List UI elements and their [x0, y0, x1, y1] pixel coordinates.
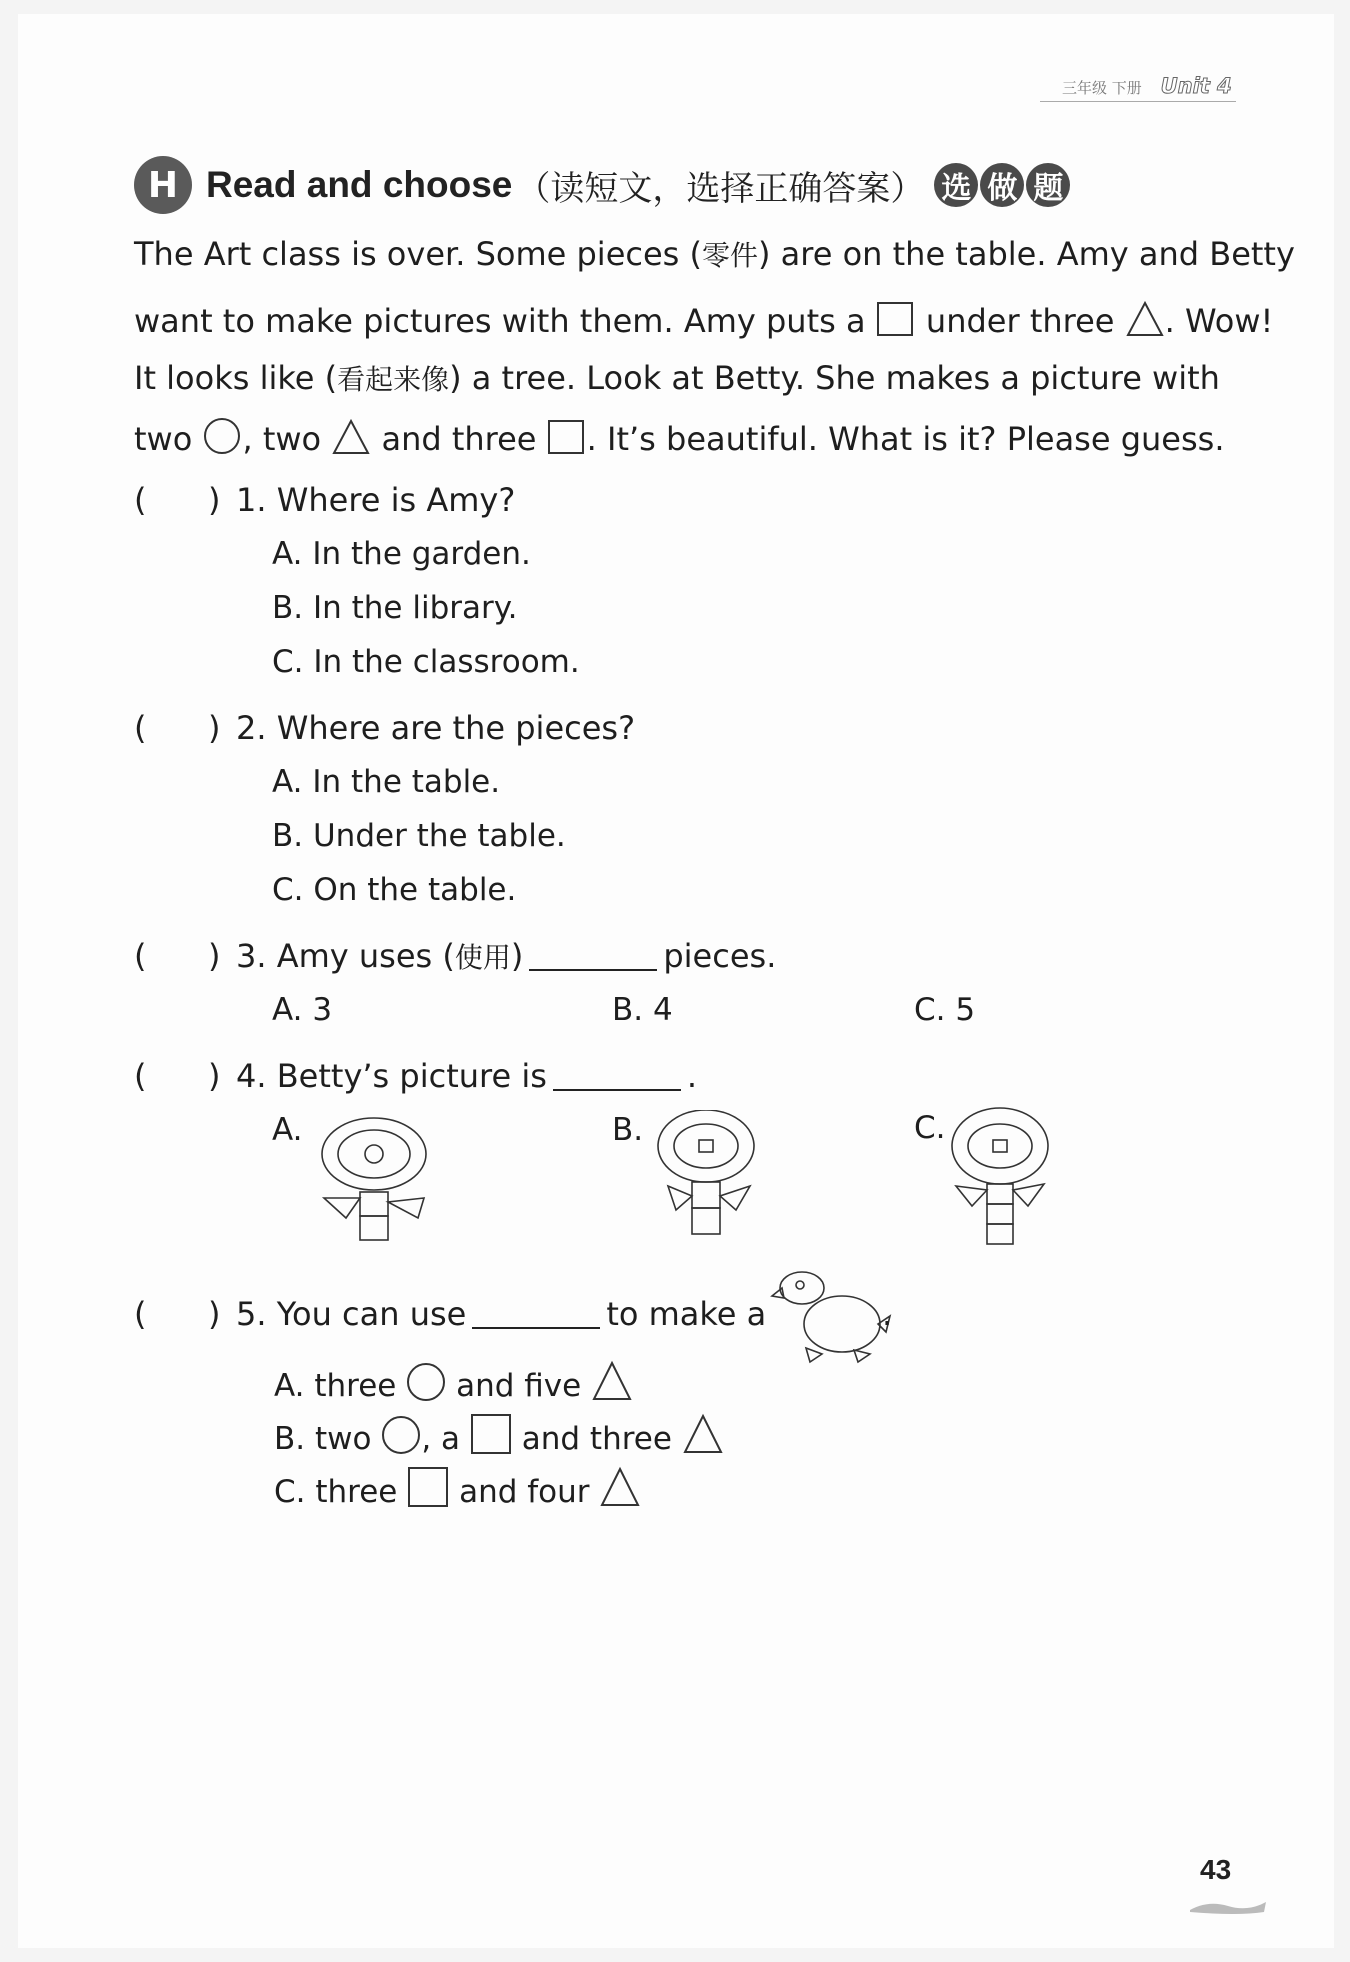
circle-icon	[202, 416, 242, 456]
flower-picture-c	[948, 1106, 1052, 1248]
option-text: , a	[421, 1421, 461, 1457]
question-text: )	[510, 937, 524, 975]
question-1: 1. Where is Amy?	[236, 481, 516, 519]
question-2: 2. Where are the pieces?	[236, 709, 636, 747]
q2-option-c: C. On the table.	[272, 872, 517, 908]
question-text: .	[686, 1057, 698, 1095]
q3-option-b: B. 4	[612, 992, 673, 1028]
option-text: A. three	[274, 1368, 397, 1404]
q4-option-c: C.	[914, 1110, 946, 1146]
passage-text: ) a tree. Look at Betty. She makes a picture with	[449, 359, 1220, 397]
passage-line-2	[134, 300, 1273, 341]
triangle-icon	[599, 1466, 641, 1508]
question-text: 3. Amy uses (	[236, 937, 455, 975]
question-text: to make a	[606, 1295, 767, 1333]
optional-badge-1: 选	[934, 163, 978, 207]
passage-text: It looks like (	[134, 359, 338, 397]
section-title-chinese: （读短文，选择正确答案）	[516, 168, 925, 209]
circle-icon	[406, 1362, 446, 1402]
fill-blank[interactable]	[472, 1297, 600, 1329]
square-icon	[547, 418, 587, 456]
flower-picture-b	[654, 1110, 758, 1240]
fill-blank[interactable]	[553, 1059, 681, 1091]
option-text: and three	[521, 1421, 672, 1457]
unit-label: Unit 4	[1160, 74, 1232, 98]
passage-line-3	[134, 358, 1220, 400]
section-letter-badge: H	[134, 156, 192, 214]
answer-blank-3[interactable]: ( )	[134, 937, 221, 975]
answer-blank-4[interactable]: ( )	[134, 1057, 221, 1095]
triangle-icon	[591, 1360, 633, 1402]
page-number: 43	[1200, 1854, 1232, 1885]
triangle-icon	[331, 418, 371, 456]
passage-chinese-gloss: 看起来像	[337, 363, 450, 396]
option-text: C. three	[274, 1474, 398, 1510]
question-text: 5. You can use	[236, 1295, 467, 1333]
passage-text: . Wow!	[1164, 302, 1274, 340]
q1-option-b: B. In the library.	[272, 590, 518, 626]
q1-option-c: C. In the classroom.	[272, 644, 580, 680]
flower-picture-a	[316, 1114, 432, 1242]
question-text: pieces.	[663, 937, 777, 975]
duck-period: .	[882, 1295, 893, 1333]
triangle-icon	[1125, 300, 1165, 338]
triangle-icon	[682, 1413, 724, 1455]
answer-blank-2[interactable]: ( )	[134, 709, 221, 747]
answer-blank-1[interactable]: ( )	[134, 481, 221, 519]
passage-text: and three	[381, 420, 537, 458]
q3-option-a: A. 3	[272, 992, 333, 1028]
q2-option-b: B. Under the table.	[272, 818, 566, 854]
q4-option-a: A.	[272, 1112, 303, 1148]
optional-badge-2: 做	[980, 163, 1024, 207]
square-icon	[407, 1466, 449, 1508]
q1-option-a: A. In the garden.	[272, 536, 531, 572]
page-decoration	[1188, 1896, 1268, 1916]
q3-option-c: C. 5	[914, 992, 976, 1028]
passage-text: , two	[242, 420, 322, 458]
section-title	[134, 156, 1070, 214]
section-title-english: Read and choose	[206, 164, 513, 205]
passage-text: The Art class is over. Some pieces (	[134, 235, 702, 273]
running-header	[1040, 74, 1236, 102]
question-text: 4. Betty’s picture is	[236, 1057, 547, 1095]
passage-text: under three	[925, 302, 1115, 340]
option-text: B. two	[274, 1421, 372, 1457]
q4-option-b: B.	[612, 1112, 644, 1148]
answer-blank-5[interactable]: ( )	[134, 1295, 221, 1333]
question-5	[236, 1294, 766, 1334]
question-4	[236, 1056, 697, 1096]
passage-line-4	[134, 416, 1225, 459]
question-chinese-gloss: 使用	[454, 941, 511, 974]
q2-option-a: A. In the table.	[272, 764, 501, 800]
passage-line-1	[134, 234, 1295, 276]
square-icon	[470, 1413, 512, 1455]
q5-option-a	[274, 1360, 633, 1406]
optional-badges	[932, 163, 1070, 207]
square-icon	[876, 300, 916, 338]
passage-text: two	[134, 420, 193, 458]
optional-badge-3: 题	[1026, 163, 1070, 207]
passage-text: want to make pictures with them. Amy puts a	[134, 302, 866, 340]
fill-blank[interactable]	[529, 939, 657, 971]
grade-label: 三年级 下册	[1062, 79, 1142, 97]
question-3	[236, 936, 776, 978]
q5-option-b	[274, 1413, 724, 1459]
duck-picture	[770, 1268, 896, 1364]
passage-text: ) are on the table. Amy and Betty	[758, 235, 1295, 273]
q5-option-c	[274, 1466, 641, 1512]
passage-text: . It’s beautiful. What is it? Please guess.	[586, 420, 1225, 458]
circle-icon	[381, 1415, 421, 1455]
option-text: and five	[456, 1368, 582, 1404]
passage-chinese-gloss: 零件	[701, 239, 758, 272]
option-text: and four	[459, 1474, 590, 1510]
